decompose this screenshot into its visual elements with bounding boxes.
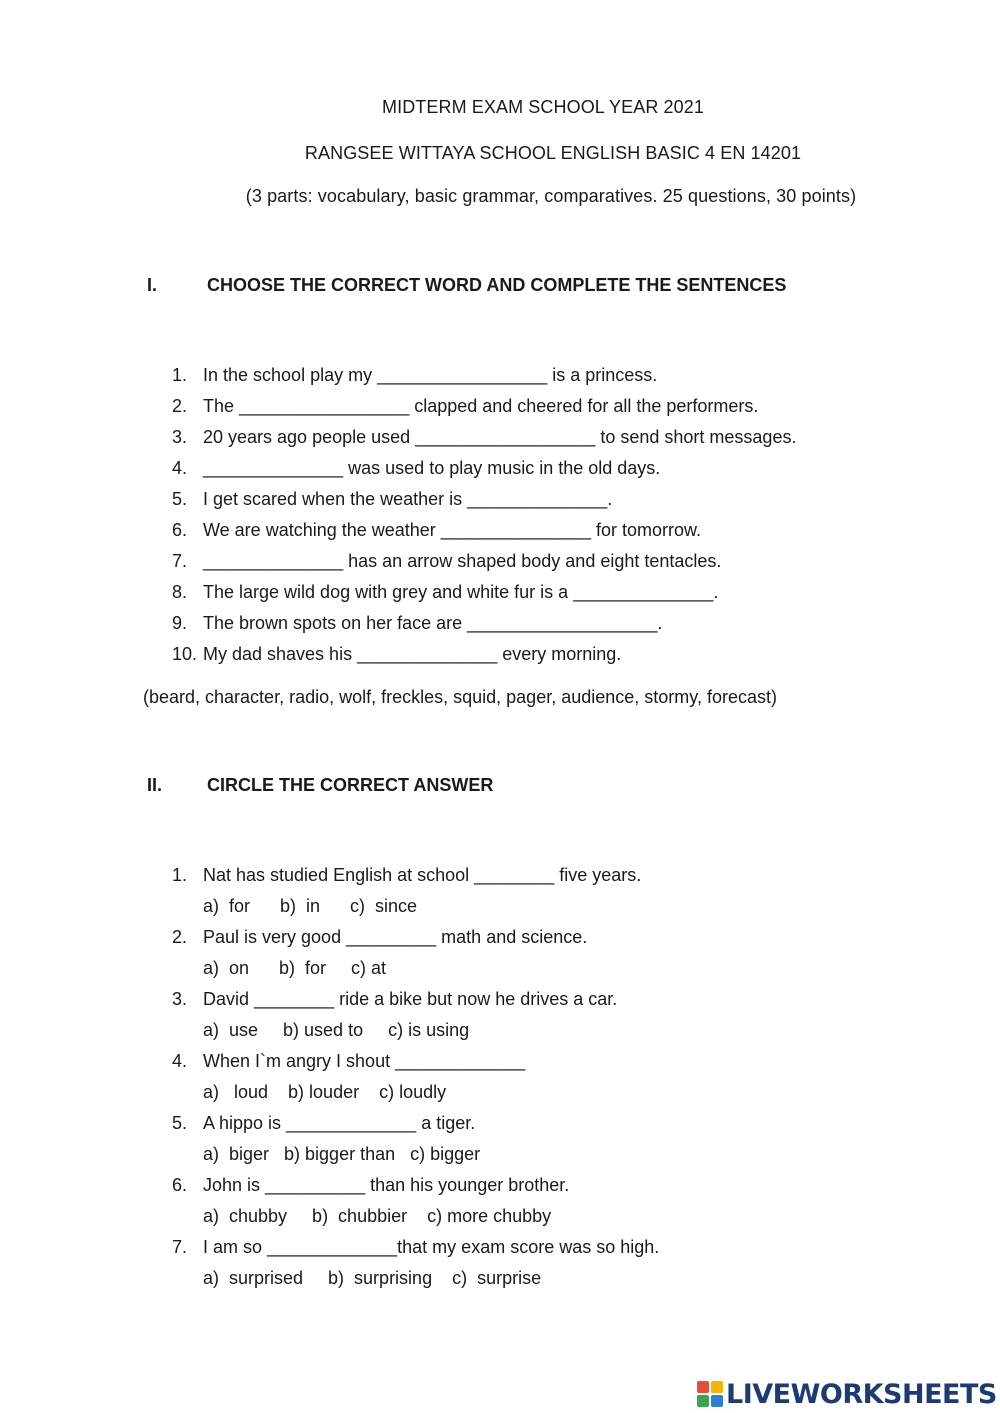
s2-question-6 bbox=[172, 1175, 569, 1196]
question-text: The _________________ clapped and cheered for all the performers. bbox=[203, 396, 759, 416]
question-text: The large wild dog with grey and white fur is a ______________. bbox=[203, 582, 719, 602]
question-text: I am so _____________that my exam score was so high. bbox=[203, 1237, 660, 1257]
section-1-title: CHOOSE THE CORRECT WORD AND COMPLETE THE SENTENCES bbox=[207, 275, 787, 295]
s1-question-10[interactable] bbox=[172, 644, 621, 665]
s1-question-5[interactable] bbox=[172, 489, 612, 510]
s2-options-7[interactable]: a) surprised b) surprising c) surprise bbox=[203, 1268, 542, 1288]
question-number: 4. bbox=[172, 1051, 188, 1071]
s1-question-7[interactable] bbox=[172, 551, 721, 572]
word-bank: (beard, character, radio, wolf, freckles, squid, pager, audience, stormy, forecast) bbox=[143, 687, 777, 707]
s2-question-1 bbox=[172, 865, 641, 886]
liveworksheets-logo-icon bbox=[697, 1381, 723, 1407]
question-text: A hippo is _____________ a tiger. bbox=[203, 1113, 476, 1133]
s1-question-6[interactable] bbox=[172, 520, 701, 541]
liveworksheets-logo-text: LIVEWORKSHEETS bbox=[726, 1378, 997, 1410]
s1-question-1[interactable] bbox=[172, 365, 657, 386]
question-number: 9. bbox=[172, 613, 188, 633]
s2-question-5 bbox=[172, 1113, 475, 1134]
section-1-heading bbox=[147, 275, 786, 296]
question-text: In the school play my _________________ is a princess. bbox=[203, 365, 658, 385]
question-number: 2. bbox=[172, 927, 188, 947]
exam-description: (3 parts: vocabulary, basic grammar, comparatives. 25 questions, 30 points) bbox=[245, 186, 857, 206]
s2-question-2 bbox=[172, 927, 587, 948]
s2-options-1[interactable]: a) for b) in c) since bbox=[203, 896, 418, 916]
question-text: I get scared when the weather is ______________. bbox=[203, 489, 613, 509]
question-text: When I`m angry I shout _____________ bbox=[203, 1051, 526, 1071]
question-number: 6. bbox=[172, 520, 188, 540]
question-text: We are watching the weather _______________ for tomorrow. bbox=[203, 520, 701, 540]
question-number: 4. bbox=[172, 458, 188, 478]
question-text: Paul is very good _________ math and science. bbox=[203, 927, 588, 947]
question-number: 2. bbox=[172, 396, 188, 416]
question-number: 8. bbox=[172, 582, 188, 602]
question-number: 1. bbox=[172, 365, 188, 385]
s1-question-2[interactable] bbox=[172, 396, 758, 417]
question-text: My dad shaves his ______________ every morning. bbox=[203, 644, 622, 664]
section-1-number: I. bbox=[147, 275, 158, 295]
s2-options-4[interactable]: a) loud b) louder c) loudly bbox=[203, 1082, 447, 1102]
question-number: 5. bbox=[172, 489, 188, 509]
s1-question-4[interactable] bbox=[172, 458, 660, 479]
liveworksheets-logo[interactable] bbox=[697, 1378, 997, 1410]
s1-question-8[interactable] bbox=[172, 582, 718, 603]
s2-options-2[interactable]: a) on b) for c) at bbox=[203, 958, 387, 978]
school-course-line: RANGSEE WITTAYA SCHOOL ENGLISH BASIC 4 EN 14201 bbox=[304, 143, 802, 163]
question-number: 5. bbox=[172, 1113, 188, 1133]
question-number: 6. bbox=[172, 1175, 188, 1195]
question-text: Nat has studied English at school ________ five years. bbox=[203, 865, 642, 885]
question-number: 10. bbox=[172, 644, 198, 664]
question-number: 7. bbox=[172, 551, 188, 571]
question-text: ______________ has an arrow shaped body and eight tentacles. bbox=[203, 551, 722, 571]
question-text: The brown spots on her face are ___________________. bbox=[203, 613, 663, 633]
s2-question-4 bbox=[172, 1051, 525, 1072]
s1-question-9[interactable] bbox=[172, 613, 662, 634]
section-2-title: CIRCLE THE CORRECT ANSWER bbox=[207, 775, 494, 795]
question-number: 3. bbox=[172, 989, 188, 1009]
section-2-heading bbox=[147, 775, 493, 796]
exam-title: MIDTERM EXAM SCHOOL YEAR 2021 bbox=[382, 97, 704, 117]
s2-question-7 bbox=[172, 1237, 659, 1258]
s1-question-3[interactable] bbox=[172, 427, 796, 448]
question-number: 3. bbox=[172, 427, 188, 447]
section-2-number: II. bbox=[147, 775, 163, 795]
s2-options-6[interactable]: a) chubby b) chubbier c) more chubby bbox=[203, 1206, 552, 1226]
s2-options-3[interactable]: a) use b) used to c) is using bbox=[203, 1020, 470, 1040]
question-number: 7. bbox=[172, 1237, 188, 1257]
s2-question-3 bbox=[172, 989, 617, 1010]
question-text: John is __________ than his younger brother. bbox=[203, 1175, 570, 1195]
question-number: 1. bbox=[172, 865, 188, 885]
question-text: David ________ ride a bike but now he drives a car. bbox=[203, 989, 618, 1009]
question-text: 20 years ago people used __________________ to send short messages. bbox=[203, 427, 797, 447]
s2-options-5[interactable]: a) biger b) bigger than c) bigger bbox=[203, 1144, 481, 1164]
question-text: ______________ was used to play music in the old days. bbox=[203, 458, 661, 478]
